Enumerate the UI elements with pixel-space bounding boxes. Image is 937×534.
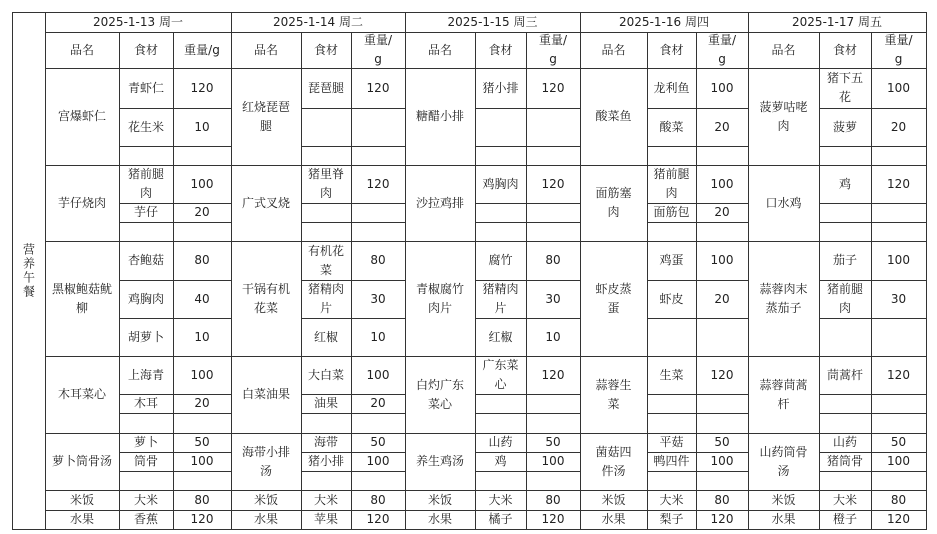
ingredient: 胡萝卜 [127, 329, 164, 344]
weight-value: 20 [890, 119, 907, 134]
weight-value: 50 [890, 435, 907, 449]
grid-line [647, 280, 749, 281]
grid-line [647, 108, 749, 109]
fruit-weight: 120 [366, 512, 390, 526]
column-header: 重量/g [707, 33, 737, 66]
ingredient: 山药 [488, 435, 513, 449]
weight-value [351, 203, 405, 222]
grid-line [647, 471, 749, 472]
column-header: 重量/g [884, 33, 913, 66]
ingredient [647, 318, 696, 356]
column-header: 食材 [659, 42, 684, 57]
weight-value: 100 [710, 454, 734, 468]
weight-value: 120 [190, 80, 214, 95]
column-header: 品名 [253, 42, 278, 57]
day-header: 2025-1-17 周五 [792, 14, 882, 29]
ingredient [647, 413, 696, 433]
grid-line [119, 318, 232, 319]
weight-value: 50 [194, 435, 210, 449]
grid-line [819, 394, 927, 395]
ingredient: 猪小排 [307, 454, 344, 468]
dish-name: 蒜蓉生菜 [595, 377, 632, 411]
weight-value [871, 394, 926, 413]
ingredient: 鸡胸肉 [482, 176, 519, 191]
weight-value: 10 [545, 329, 561, 344]
ingredient: 鸡 [838, 176, 851, 191]
weight-value [696, 222, 748, 241]
weight-value [526, 222, 580, 241]
ingredient: 猪里脊肉 [307, 167, 344, 200]
weight-value [526, 394, 580, 413]
weight-value [871, 413, 926, 433]
ingredient [819, 471, 871, 490]
weight-value [526, 108, 580, 146]
weight-value: 20 [194, 396, 210, 410]
rice-ingredient: 大米 [488, 492, 513, 507]
grid-line [819, 108, 927, 109]
ingredient: 面筋包 [653, 205, 690, 219]
weight-value [871, 146, 926, 165]
ingredient: 猪下五花 [826, 71, 863, 104]
grid-line [301, 108, 406, 109]
grid-line [301, 146, 406, 147]
weight-value: 120 [366, 80, 390, 95]
ingredient [819, 222, 871, 241]
grid-line [475, 146, 581, 147]
weight-value [871, 318, 926, 356]
weight-value [173, 471, 231, 490]
ingredient [119, 222, 173, 241]
dish-name: 沙拉鸡排 [415, 195, 464, 210]
rice-label: 米饭 [771, 492, 796, 507]
dish-name: 酸菜鱼 [595, 109, 632, 123]
ingredient [647, 394, 696, 413]
ingredient [475, 203, 526, 222]
weight-value [526, 146, 580, 165]
ingredient: 生菜 [659, 367, 684, 382]
weight-value: 100 [887, 80, 910, 95]
ingredient: 萝卜 [133, 435, 158, 449]
grid-line [475, 394, 581, 395]
dish-name: 青椒腐竹肉片 [415, 281, 464, 315]
fruit-label: 水果 [601, 512, 626, 526]
weight-value [351, 146, 405, 165]
dish-name: 木耳菜心 [57, 387, 106, 401]
grid-line [475, 222, 581, 223]
weight-value: 100 [710, 253, 734, 267]
fruit-ingredient: 橙子 [832, 512, 857, 526]
fruit-weight: 120 [887, 512, 910, 526]
dish-name: 白灼广东菜心 [415, 377, 464, 411]
grid-line [301, 413, 406, 414]
grid-line [647, 222, 749, 223]
column-header: 食材 [313, 42, 338, 57]
day-header: 2025-1-13 周一 [93, 14, 183, 29]
weight-value: 120 [887, 367, 910, 382]
weight-value: 100 [366, 367, 390, 382]
weight-value: 30 [890, 291, 907, 306]
ingredient: 花生米 [127, 119, 164, 134]
ingredient: 芋仔 [133, 205, 158, 219]
dish-name: 菌菇四件汤 [595, 444, 632, 478]
ingredient [819, 413, 871, 433]
rice-ingredient: 大米 [832, 492, 857, 507]
weight-value: 120 [887, 176, 910, 191]
dish-name: 养生鸡汤 [415, 454, 464, 468]
column-header: 食材 [133, 42, 158, 57]
ingredient [301, 222, 351, 241]
ingredient [819, 318, 871, 356]
column-header: 重量/g [184, 42, 220, 57]
day-header: 2025-1-14 周二 [273, 14, 363, 29]
weight-value: 50 [714, 435, 730, 449]
grid-line [819, 146, 927, 147]
dish-name: 白菜油果 [241, 387, 290, 401]
dish-name: 芋仔烧肉 [57, 195, 106, 210]
rice-weight: 80 [890, 492, 907, 507]
dish-name: 虾皮蒸蛋 [595, 281, 632, 315]
ingredient [819, 146, 871, 165]
fruit-weight: 120 [541, 512, 565, 526]
grid-line [819, 222, 927, 223]
dish-name: 口水鸡 [765, 195, 802, 210]
ingredient [647, 146, 696, 165]
column-header: 品名 [427, 42, 452, 57]
ingredient: 山药 [832, 435, 857, 449]
ingredient: 上海青 [127, 367, 164, 382]
grid-line [301, 280, 406, 281]
column-header: 重量/g [363, 33, 393, 66]
ingredient: 大白菜 [307, 367, 344, 382]
meal-label: 营养午餐 [21, 242, 36, 299]
weight-value [351, 108, 405, 146]
grid-line [475, 471, 581, 472]
grid-line [301, 318, 406, 319]
weight-value: 100 [887, 253, 910, 267]
ingredient: 青虾仁 [127, 80, 164, 95]
weight-value: 100 [710, 80, 734, 95]
weight-value [173, 146, 231, 165]
dish-name: 干锅有机花菜 [241, 281, 290, 315]
rice-ingredient: 大米 [659, 492, 684, 507]
ingredient [475, 394, 526, 413]
grid-line [647, 413, 749, 414]
rice-label: 米饭 [253, 492, 278, 507]
weight-value: 120 [541, 176, 565, 191]
dish-name: 黑椒鲍菇鱿柳 [51, 281, 112, 315]
grid-line [647, 146, 749, 147]
weight-value: 100 [190, 176, 214, 191]
weight-value: 30 [370, 291, 386, 306]
ingredient [301, 108, 351, 146]
weight-value: 50 [545, 435, 561, 449]
grid-line [475, 413, 581, 414]
weight-value [351, 413, 405, 433]
ingredient: 龙利鱼 [653, 80, 690, 95]
ingredient: 鸭四件 [653, 454, 690, 468]
grid-line [475, 280, 581, 281]
ingredient [119, 146, 173, 165]
weight-value [696, 471, 748, 490]
dish-name: 蒜蓉肉末蒸茄子 [759, 281, 808, 315]
fruit-weight: 120 [710, 512, 734, 526]
column-header: 品名 [601, 42, 626, 57]
grid-line [647, 394, 749, 395]
rice-ingredient: 大米 [313, 492, 338, 507]
ingredient: 茼蒿杆 [826, 367, 863, 382]
weight-value: 100 [190, 454, 214, 468]
weight-value [526, 471, 580, 490]
weight-value: 50 [370, 435, 386, 449]
weight-value: 20 [194, 205, 210, 219]
ingredient [475, 222, 526, 241]
grid-line [301, 203, 406, 204]
weight-value [696, 413, 748, 433]
grid-line [119, 146, 232, 147]
ingredient [119, 471, 173, 490]
ingredient: 平菇 [659, 435, 684, 449]
ingredient: 杏鲍菇 [127, 253, 164, 267]
weight-value [696, 318, 748, 356]
ingredient: 筒骨 [133, 454, 158, 468]
rice-weight: 80 [194, 492, 210, 507]
weight-value: 120 [541, 80, 565, 95]
weight-value: 80 [370, 253, 386, 267]
grid-line [475, 108, 581, 109]
column-header: 重量/g [538, 33, 568, 66]
ingredient [475, 413, 526, 433]
ingredient: 广东菜心 [482, 358, 519, 391]
ingredient: 虾皮 [659, 291, 684, 306]
ingredient [819, 203, 871, 222]
rice-weight: 80 [714, 492, 730, 507]
column-header: 食材 [488, 42, 513, 57]
ingredient [301, 203, 351, 222]
grid-line [119, 452, 232, 453]
ingredient [475, 108, 526, 146]
weight-value: 80 [194, 253, 210, 267]
fruit-ingredient: 香蕉 [133, 512, 158, 526]
grid-line [301, 222, 406, 223]
ingredient: 猪前腿肉 [653, 167, 690, 200]
weight-value: 120 [710, 367, 734, 382]
day-header: 2025-1-16 周四 [619, 14, 709, 29]
ingredient: 有机花菜 [307, 243, 344, 277]
ingredient [475, 471, 526, 490]
ingredient: 鸡胸肉 [127, 291, 164, 306]
grid-line [119, 108, 232, 109]
ingredient: 菠萝 [832, 119, 857, 134]
column-header: 品名 [69, 42, 94, 57]
grid-line [819, 452, 927, 453]
grid-line [119, 413, 232, 414]
ingredient [647, 471, 696, 490]
weight-value [696, 394, 748, 413]
grid-line [119, 471, 232, 472]
grid-line [647, 318, 749, 319]
ingredient: 猪精肉片 [307, 282, 344, 315]
weight-value [526, 413, 580, 433]
column-header: 食材 [832, 42, 857, 57]
weight-value: 30 [545, 291, 561, 306]
weight-value [526, 203, 580, 222]
rice-label: 米饭 [69, 492, 94, 507]
grid-line [819, 318, 927, 319]
grid-line [819, 280, 927, 281]
ingredient: 茄子 [832, 253, 857, 267]
grid-line [119, 394, 232, 395]
ingredient: 猪精肉片 [482, 282, 519, 315]
dish-name: 糖醋小排 [415, 109, 464, 123]
ingredient: 红椒 [488, 329, 513, 344]
fruit-label: 水果 [427, 512, 452, 526]
weight-value [871, 203, 926, 222]
weight-value: 120 [541, 367, 565, 382]
dish-name: 宫爆虾仁 [57, 109, 106, 123]
ingredient: 鸡蛋 [659, 253, 684, 267]
grid-line [301, 394, 406, 395]
ingredient: 猪筒骨 [826, 454, 863, 468]
grid-line [119, 203, 232, 204]
grid-line [119, 280, 232, 281]
ingredient: 腐竹 [488, 253, 513, 267]
ingredient [475, 146, 526, 165]
dish-name: 蒜蓉茼蒿杆 [759, 377, 808, 411]
weight-value: 100 [710, 176, 734, 191]
fruit-ingredient: 苹果 [313, 512, 338, 526]
weight-value [173, 413, 231, 433]
weight-value: 120 [366, 176, 390, 191]
weight-value: 10 [194, 119, 210, 134]
ingredient: 猪前腿肉 [127, 167, 164, 200]
grid-line [819, 471, 927, 472]
ingredient [301, 413, 351, 433]
weight-value: 100 [541, 454, 565, 468]
dish-name: 面筋塞肉 [595, 186, 632, 219]
grid-line [12, 529, 927, 530]
ingredient: 红椒 [313, 329, 338, 344]
rice-label: 米饭 [601, 492, 626, 507]
grid-line [647, 203, 749, 204]
weight-value: 20 [714, 205, 730, 219]
dish-name: 萝卜筒骨汤 [51, 454, 112, 468]
grid-line [475, 203, 581, 204]
fruit-label: 水果 [69, 512, 94, 526]
grid-line [647, 452, 749, 453]
ingredient: 猪前腿肉 [826, 282, 863, 315]
rice-ingredient: 大米 [133, 492, 158, 507]
dish-name: 广式叉烧 [241, 195, 290, 210]
weight-value: 40 [194, 291, 210, 306]
ingredient [819, 394, 871, 413]
fruit-label: 水果 [253, 512, 278, 526]
weight-value: 100 [190, 367, 214, 382]
ingredient: 木耳 [133, 396, 158, 410]
grid-line [475, 452, 581, 453]
ingredient: 琵琶腿 [307, 80, 344, 95]
ingredient [301, 146, 351, 165]
ingredient [647, 222, 696, 241]
fruit-ingredient: 梨子 [659, 512, 684, 526]
weight-value [173, 222, 231, 241]
grid-line [301, 452, 406, 453]
weight-value [351, 222, 405, 241]
ingredient [301, 471, 351, 490]
dish-name: 海带小排汤 [241, 444, 290, 478]
day-header: 2025-1-15 周三 [447, 14, 538, 29]
ingredient: 油果 [313, 396, 338, 410]
column-header: 品名 [771, 42, 796, 57]
fruit-ingredient: 橘子 [488, 512, 513, 526]
weight-value: 100 [366, 454, 390, 468]
ingredient: 海带 [313, 435, 338, 449]
ingredient: 鸡 [494, 454, 507, 468]
grid-line [301, 471, 406, 472]
weight-value: 20 [714, 291, 730, 306]
grid-line [819, 203, 927, 204]
rice-weight: 80 [370, 492, 386, 507]
grid-line [119, 222, 232, 223]
weight-value [351, 471, 405, 490]
weight-value: 10 [194, 329, 210, 344]
ingredient [119, 413, 173, 433]
weight-value: 10 [370, 329, 386, 344]
grid-line [819, 413, 927, 414]
dish-name: 山药筒骨汤 [759, 444, 808, 478]
ingredient: 猪小排 [482, 80, 519, 95]
rice-weight: 80 [545, 492, 561, 507]
rice-label: 米饭 [427, 492, 452, 507]
weight-value [871, 222, 926, 241]
weight-value: 80 [545, 253, 561, 267]
fruit-weight: 120 [190, 512, 214, 526]
weight-value [871, 471, 926, 490]
dish-name: 红烧琵琶腿 [241, 99, 290, 133]
weight-value: 100 [887, 454, 910, 468]
ingredient: 酸菜 [659, 119, 684, 134]
fruit-label: 水果 [771, 512, 796, 526]
grid-line [475, 318, 581, 319]
weight-value: 20 [714, 119, 730, 134]
weight-value [696, 146, 748, 165]
weight-value: 20 [370, 396, 386, 410]
dish-name: 菠萝咕咾肉 [759, 99, 808, 133]
